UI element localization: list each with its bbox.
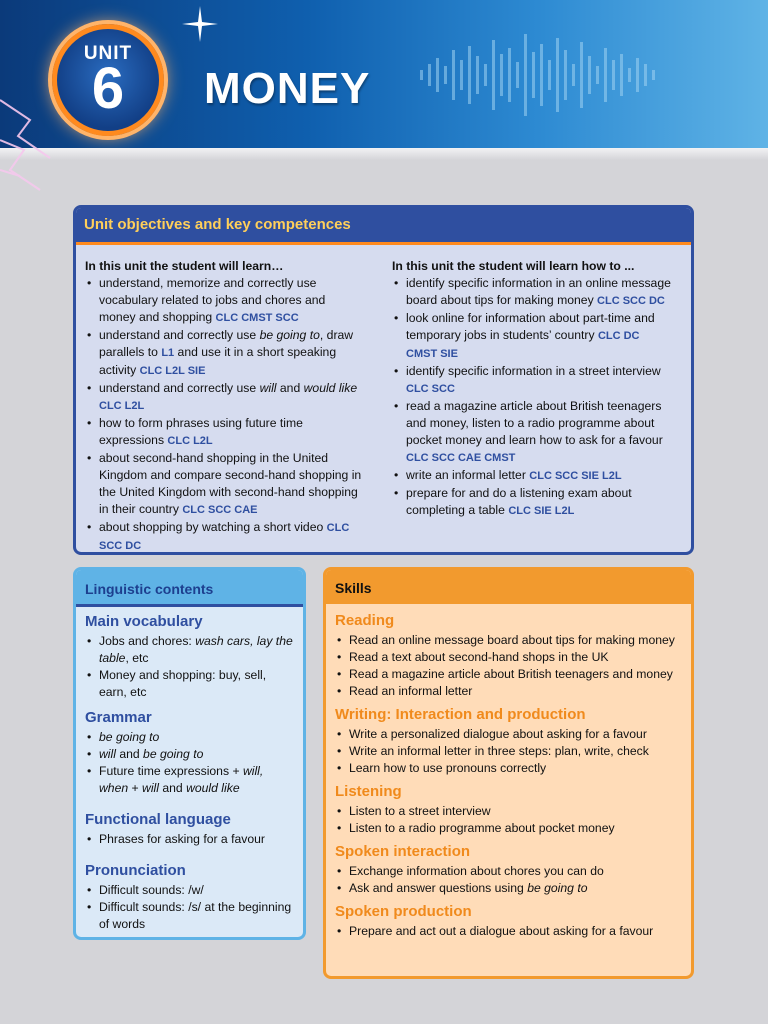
competence-codes: CLC SCC SIE L2L: [529, 470, 622, 482]
competence-codes: CLC SCC DC: [597, 295, 665, 307]
objectives-left-title: In this unit the student will learn…: [85, 259, 284, 273]
list-item: • Prepare and act out a dialogue about asking for a favour: [349, 923, 683, 940]
list-item: • understand and correctly use will and would like CLC L2L: [99, 380, 365, 415]
list-item: • how to form phrases using future time expressions CLC L2L: [99, 415, 365, 450]
reading-title: Reading: [335, 612, 395, 629]
list-item: • Money and shopping: buy, sell, earn, etc: [99, 667, 295, 701]
list-item: • Write a personalized dialogue about asking for a favour: [349, 726, 683, 743]
spoken-production-title: Spoken production: [335, 903, 472, 920]
list-item: • Phrases for asking for a favour: [99, 831, 295, 848]
sparkle-icon: [182, 6, 218, 42]
list-item: • Listen to a radio programme about pocket money: [349, 820, 683, 837]
list-item: • Read a magazine article about British teenagers and money: [349, 666, 683, 683]
competence-codes: CLC CMST SCC: [215, 312, 299, 324]
list-item: • Read an online message board about tips for making money: [349, 632, 683, 649]
list-item: • Learn how to use pronouns correctly: [349, 760, 683, 777]
competence-codes: CLC SCC CAE: [182, 504, 258, 516]
spoken-interaction-title: Spoken interaction: [335, 843, 471, 860]
objectives-right-column: [392, 258, 672, 520]
list-item: • about second-hand shopping in the United Kingdom and compare second-hand shopping in the United Kingdom with second-hand shopping in their country CLC SCC CAE: [99, 450, 365, 519]
competence-codes: CLC L2L: [167, 435, 213, 447]
competence-codes: CLC SIE L2L: [508, 505, 575, 517]
competence-codes: CLC L2L: [99, 400, 145, 412]
objectives-heading: Unit objectives and key competences: [76, 208, 691, 245]
sound-wave-decoration: [420, 20, 768, 130]
competence-codes: CLC SCC: [406, 383, 455, 395]
objectives-right-title: In this unit the student will learn how to ...: [392, 259, 635, 273]
list-item: • understand, memorize and correctly use vocabulary related to jobs and chores and money and shopping CLC CMST SCC: [99, 275, 365, 327]
list-item: • Jobs and chores: wash cars, lay the table, etc: [99, 633, 295, 667]
list-item: • Read an informal letter: [349, 683, 683, 700]
list-item: • Ask and answer questions using be going to: [349, 880, 683, 897]
list-item: • read a magazine article about British teenagers and money, listen to a radio programme about pocket money and learn how to ask for a favour CLC SCC CAE CMST: [406, 398, 672, 467]
list-item: • prepare for and do a listening exam about completing a table CLC SIE L2L: [406, 485, 672, 520]
list-item: • Read a text about second-hand shops in the UK: [349, 649, 683, 666]
pronunciation-title: Pronunciation: [85, 862, 186, 879]
list-item: • Difficult sounds: /w/: [99, 882, 295, 899]
list-item: • look online for information about part-time and temporary jobs in students’ country CLC DC CMST SIE: [406, 310, 672, 363]
functional-language-title: Functional language: [85, 811, 231, 828]
vocabulary-title: Main vocabulary: [85, 613, 203, 630]
list-item: • about shopping by watching a short video CLC SCC DC: [99, 519, 365, 555]
grammar-title: Grammar: [85, 709, 152, 726]
objectives-box: [73, 205, 694, 555]
list-item: • will and be going to: [99, 746, 295, 763]
competence-codes: CLC DC CMST SIE: [406, 330, 640, 360]
objectives-left-column: [85, 258, 365, 555]
list-item: • identify specific information in an online message board about tips for making money CLC SCC DC: [406, 275, 672, 310]
list-item: • Listen to a street interview: [349, 803, 683, 820]
unit-label: UNIT: [83, 43, 133, 64]
competence-codes: CLC SCC CAE CMST: [406, 452, 516, 464]
list-item: • Difficult sounds: /s/ at the beginning of words: [99, 899, 295, 933]
competence-codes: CLC SCC DC: [99, 522, 350, 552]
skills-box: [323, 567, 694, 979]
listening-title: Listening: [335, 783, 402, 800]
list-item: • Write an informal letter in three steps: plan, write, check: [349, 743, 683, 760]
linguistic-contents-box: [73, 567, 306, 940]
skills-heading: Skills: [326, 570, 691, 604]
list-item: • understand and correctly use be going to, draw parallels to L1 and use it in a short speaking activity CLC L2L SIE: [99, 327, 365, 380]
list-item: • Future time expressions + will, when + will and would like: [99, 763, 295, 797]
competence-codes: CLC L2L SIE: [139, 365, 206, 377]
list-item: • identify specific information in a street interview CLC SCC: [406, 363, 672, 398]
lightning-decoration-icon: [0, 40, 120, 200]
list-item: • Exchange information about chores you can do: [349, 863, 683, 880]
writing-title: Writing: Interaction and production: [335, 706, 586, 723]
list-item: • write an informal letter CLC SCC SIE L2L: [406, 467, 672, 485]
linguistic-heading: Linguistic contents: [76, 570, 303, 607]
competence-code: L1: [161, 347, 175, 359]
list-item: • be going to: [99, 729, 295, 746]
page-title: MONEY: [204, 64, 371, 113]
unit-number: 6: [91, 56, 125, 121]
